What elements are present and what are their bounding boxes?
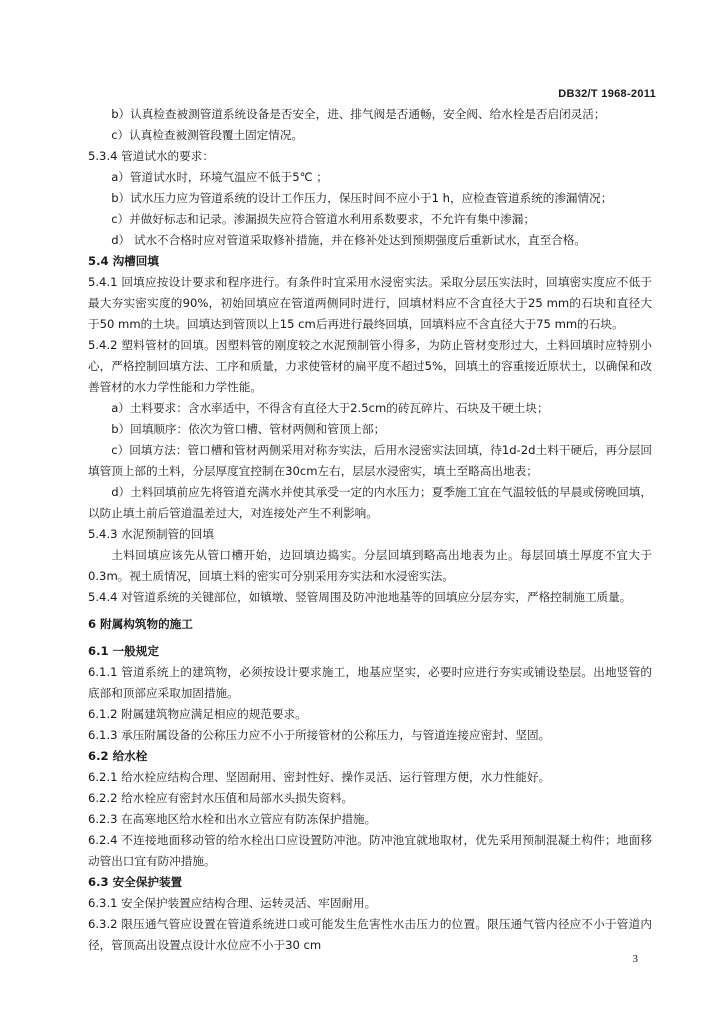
- clause-6-2-1: 6.2.1 给水栓应结构合理、坚固耐用、密封性好、操作灵活、运行管理方便，水力性能好。: [88, 770, 551, 784]
- clause-5-4-1: 5.4.1 回填应按设计要求和程序进行。有条件时宜采用水浸密实法。采取分层压实法时，回填密实度应不低于最大夯实密实度的90%，初始回填应在管道两侧同时进行，回填材料应不含直径大于25 mm的石块和直径大于50 mm的土块。回填达到管顶以上15 cm后再进行最终回填，回填料应不含直径大于75 mm的石块。: [88, 275, 652, 331]
- document-body: [88, 104, 652, 956]
- clause-5-4-2-item-c: c）回填方法：管口槽和管材两侧采用对称夯实法，后用水浸密实法回填，待1d-2d土料干硬后，再分层回填管顶上部的土料，分层厚度宜控制在30cm左右，层层水浸密实，填土至略高出地表；: [88, 443, 652, 478]
- section-5-4-heading: 5.4 沟槽回填: [88, 254, 159, 268]
- clause-6-3-2: 6.3.2 限压通气管应设置在管道系统进口或可能发生危害性水击压力的位置。限压通气管内径应不小于管道内径，管顶高出设置点设计水位应不小于30 cm: [88, 917, 652, 952]
- standard-code: DB32/T 1968-2011: [558, 88, 656, 100]
- clause-5-4-2-item-b: b）回填顺序：依次为管口槽、管材两侧和管顶上部；: [111, 422, 386, 436]
- section-6-1-heading: 6.1 一般规定: [88, 644, 159, 658]
- clause-5-4-2-item-d: d）土料回填前应先将管道充满水并使其承受一定的内水压力；夏季施工宜在气温较低的早晨或傍晚回填，以防止填土前后管道温差过大，对连接处产生不利影响。: [88, 485, 652, 520]
- clause-6-1-1: 6.1.1 管道系统上的建筑物，必须按设计要求施工，地基应坚实，必要时应进行夯实或铺设垫层。出地竖管的底部和顶部应采取加固措施。: [88, 665, 652, 700]
- clause-5-4-2-item-a: a）土料要求：含水率适中，不得含有直径大于2.5cm的砖瓦碎片、石块及干硬土块；: [111, 401, 549, 415]
- section-6-3-heading: 6.3 安全保护装置: [88, 875, 183, 889]
- clause-5-3-4-heading: 5.3.4 管道试水的要求：: [88, 149, 214, 163]
- clause-6-1-3: 6.1.3 承压附属设备的公称压力应不小于所接管材的公称压力，与管道连接应密封、坚固。: [88, 728, 551, 742]
- clause-5-4-3-heading: 5.4.3 水泥预制管的回填: [88, 527, 214, 541]
- clause-5-3-3-item-c: c）认真检查被测管段覆土固定情况。: [111, 128, 304, 142]
- clause-5-3-3-item-b: b）认真检查被测管道系统设备是否安全，进、排气阀是否通畅，安全阀、给水栓是否启闭灵活；: [111, 107, 606, 121]
- clause-5-3-4-item-d: d） 试水不合格时应对管道采取修补措施，并在修补处达到预期强度后重新试水，直至合格。: [111, 233, 586, 247]
- clause-5-4-2: 5.4.2 塑料管材的回填。因塑料管的刚度较之水泥预制管小得多，为防止管材变形过大，土料回填时应特别小心，严格控制回填方法、工序和质量，力求使管材的扁平度不超过5%，回填土的容重接近原状土，以确保和改善管材的水力学性能和力学性能。: [88, 338, 652, 394]
- clause-6-3-1: 6.3.1 安全保护装置应结构合理、运转灵活、牢固耐用。: [88, 896, 377, 910]
- page-number: 3: [632, 953, 638, 965]
- clause-6-2-2: 6.2.2 给水栓应有密封水压值和局部水头损失资料。: [88, 791, 354, 805]
- clause-6-2-3: 6.2.3 在高寒地区给水栓和出水立管应有防冻保护措施。: [88, 812, 377, 826]
- clause-5-4-4: 5.4.4 对管道系统的关键部位，如镇墩、竖管周围及防冲池地基等的回填应分层夯实，严格控制施工质量。: [88, 590, 632, 604]
- chapter-6-heading: 6 附属构筑物的施工: [88, 617, 193, 631]
- section-6-2-heading: 6.2 给水栓: [88, 749, 148, 763]
- clause-5-3-4-item-c: c）并做好标志和记录。渗漏损失应符合管道水利用系数要求，不允许有集中渗漏；: [111, 212, 535, 226]
- clause-5-3-4-item-b: b）试水压力应为管道系统的设计工作压力，保压时间不应小于1 h，应检查管道系统的渗漏情况；: [111, 191, 613, 205]
- clause-6-1-2: 6.1.2 附属建筑物应满足相应的规范要求。: [88, 707, 307, 721]
- clause-6-2-4: 6.2.4 不连接地面移动管的给水栓出口应设置防冲池。防冲池宜就地取材，优先采用预制混凝土构件；地面移动管出口宜有防冲措施。: [88, 833, 652, 868]
- clause-5-3-4-item-a: a）管道试水时，环境气温应不低于5℃ ；: [111, 170, 328, 184]
- clause-5-4-3-text: 土料回填应该先从管口槽开始，边回填边捣实。分层回填到略高出地表为止。每层回填土厚度不宜大于0.3m。视土质情况，回填土料的密实可分别采用夯实法和水浸密实法。: [88, 548, 652, 583]
